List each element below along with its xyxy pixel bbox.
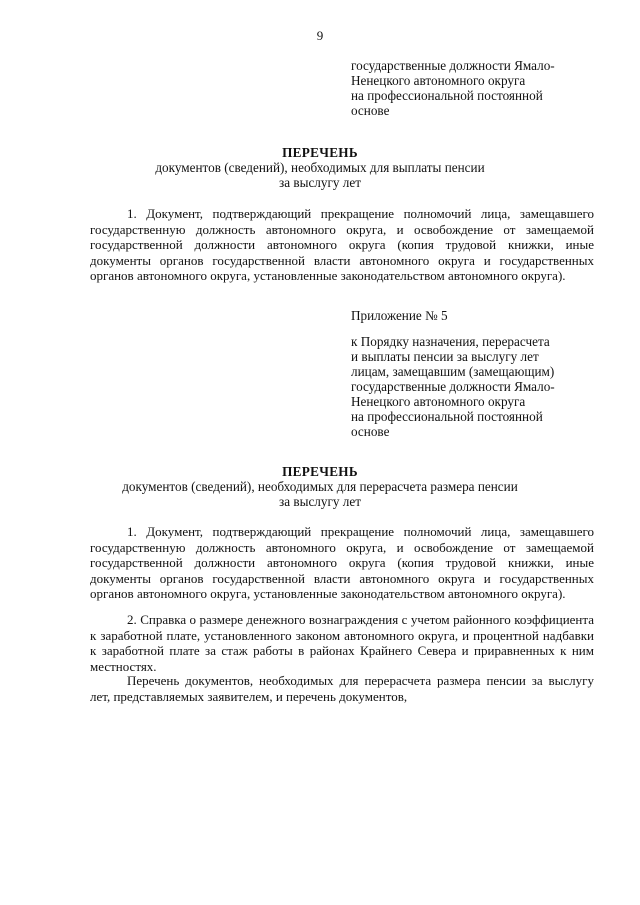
section2-item2: 2. Справка о размере денежного вознаграждения с учетом районного коэффициента к заработной плате, установленного законом автономного округа, и процентной надбавки к заработной плате за стаж работы в районах Крайнего Севера и приравненных к ним местностях. [90, 612, 594, 674]
section2-item1: 1. Документ, подтверждающий прекращение полномочий лица, замещавшего государственную должность автономного округа, и освобождение от замещаемой государственной должности автономного округа (копия трудовой книжки, иные документы органов государственной власти автономного округа и государственных органов автономного округа, установленные законодательством автономного округа). [90, 524, 594, 602]
appendix-line: и выплаты пенсии за выслугу лет [351, 349, 539, 364]
top-continuation-note [351, 58, 601, 118]
appendix-reference [351, 334, 601, 439]
appendix-line: к Порядку назначения, перерасчета [351, 334, 550, 349]
appendix-label: Приложение № 5 [351, 308, 448, 323]
appendix-line: на профессиональной постоянной [351, 409, 543, 424]
appendix-line: лицам, замещавшим (замещающим) [351, 364, 555, 379]
section1-item1: 1. Документ, подтверждающий прекращение полномочий лица, замещавшего государственную должность автономного округа, и освобождение от замещаемой государственной должности автономного округа (копия трудовой книжки, иные документы органов государственной власти автономного округа и государственных органов автономного округа, установленные законодательством автономного округа). [90, 206, 594, 284]
appendix-line: государственные должности Ямало- [351, 379, 555, 394]
top-note-line: основе [351, 103, 390, 118]
section1-subtitle-line1: документов (сведений), необходимых для выплаты пенсии [155, 160, 485, 175]
top-note-line: на профессиональной постоянной [351, 88, 543, 103]
section2-title: ПЕРЕЧЕНЬ [282, 464, 358, 479]
section2-subtitle-line2: за выслугу лет [279, 494, 361, 509]
section1-heading [0, 145, 640, 190]
section2-closing-paragraph: Перечень документов, необходимых для перерасчета размера пенсии за выслугу лет, представляемых заявителем, и перечень документов, [90, 673, 594, 704]
appendix-line: Ненецкого автономного округа [351, 394, 526, 409]
top-note-line: Ненецкого автономного округа [351, 73, 526, 88]
page-number: 9 [316, 28, 324, 43]
section2-subtitle-line1: документов (сведений), необходимых для перерасчета размера пенсии [122, 479, 518, 494]
top-note-line: государственные должности Ямало- [351, 58, 555, 73]
appendix-line: основе [351, 424, 390, 439]
section1-title: ПЕРЕЧЕНЬ [282, 145, 358, 160]
section1-subtitle-line2: за выслугу лет [279, 175, 361, 190]
section2-heading [0, 464, 640, 509]
